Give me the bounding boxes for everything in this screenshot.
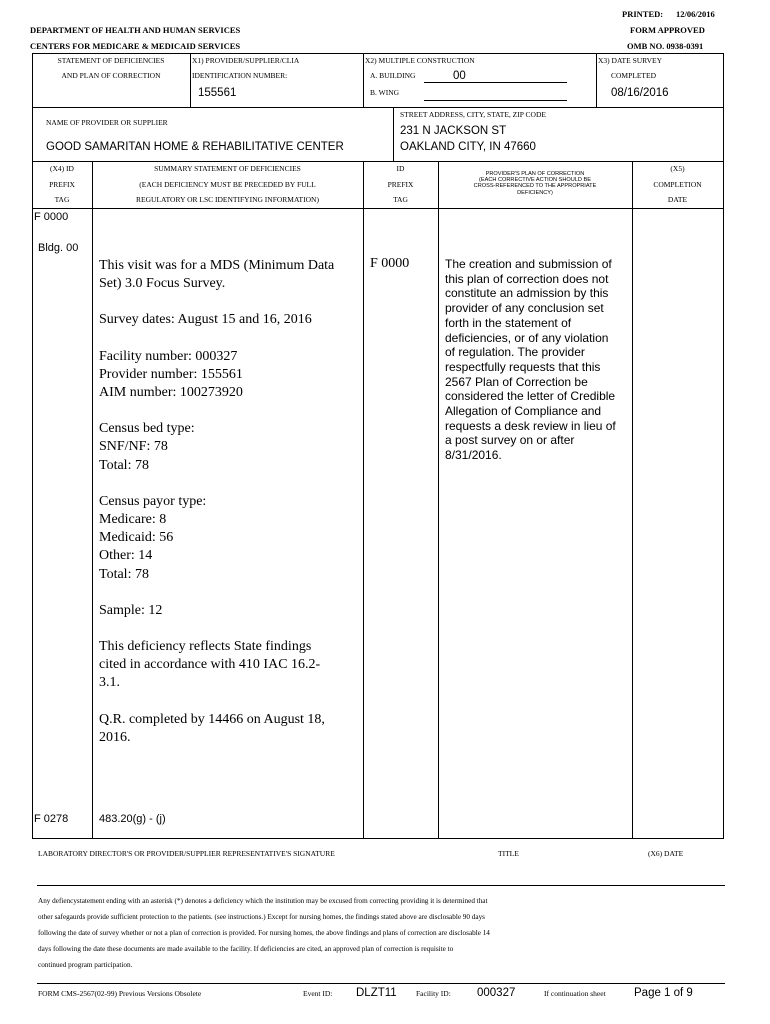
- omb-number: OMB NO. 0938-0391: [627, 41, 704, 51]
- id-label: ID: [396, 164, 405, 173]
- x4-tag-label: TAG: [54, 195, 70, 204]
- summary-header-3: REGULATORY OR LSC IDENTIFYING INFORMATION): [136, 195, 319, 204]
- survey-type: This visit was for a MDS (Minimum Data Set) 3.0 Focus Survey.: [99, 258, 335, 292]
- address-label: STREET ADDRESS, CITY, STATE, ZIP CODE: [400, 110, 546, 119]
- aim-number: AIM number: 100273920: [99, 385, 243, 401]
- building-value: 00: [453, 70, 466, 82]
- provider-name-label: NAME OF PROVIDER OR SUPPLIER: [46, 118, 168, 127]
- x6-date-label: (X6) DATE: [648, 849, 684, 858]
- event-id-label: Event ID:: [303, 989, 333, 998]
- survey-date: 08/16/2016: [611, 87, 669, 99]
- medicaid: Medicaid: 56: [99, 530, 174, 546]
- summary-header-2: (EACH DEFICIENCY MUST BE PRECEDED BY FULL: [139, 180, 316, 189]
- notice-line-5: continued program participation.: [38, 961, 133, 969]
- agency-line2: CENTERS FOR MEDICARE & MEDICAID SERVICES: [30, 41, 241, 51]
- right-tag: F 0000: [370, 256, 410, 271]
- plan-of-correction-text: The creation and submission of this plan of correction does not constitute an admission by this provider of any conclusion set forth in the statement of deficiencies, or of any violation of regulation. The provider respectfully requests that this 2567 Plan of Correction be considered the letter of Credible Allegation of Compliance and requests a desk review in lieu of a post survey on or after 8/31/2016.: [445, 257, 616, 463]
- survey-dates: Survey dates: August 15 and 16, 2016: [99, 312, 312, 328]
- date-survey-label: X3) DATE SURVEY: [598, 56, 662, 65]
- completion-label: COMPLETION: [653, 180, 702, 189]
- plan-label: AND PLAN OF CORRECTION: [61, 71, 161, 80]
- provider-number: Provider number: 155561: [99, 366, 243, 382]
- completed-label: COMPLETED: [611, 71, 656, 80]
- bed-total: Total: 78: [99, 457, 149, 473]
- poc-header-2: (EACH CORRECTIVE ACTION SHOULD BE: [479, 177, 591, 184]
- poc-header: [438, 171, 632, 196]
- identification-label: IDENTIFICATION NUMBER:: [192, 71, 288, 80]
- qr-completed: Q.R. completed by 14466 on August 18, 2016.: [99, 711, 325, 745]
- other: Other: 14: [99, 548, 153, 564]
- state-findings: This deficiency reflects State findings cited in accordance with 410 IAC 16.2-3.1.: [99, 639, 321, 691]
- notice-line-4: days following the date these documents are made available to the facility. If deficiencies are cited, an approved plan of correction is requisite to: [38, 945, 454, 953]
- facility-id-label: Facility ID:: [416, 989, 451, 998]
- agency-line1: DEPARTMENT OF HEALTH AND HUMAN SERVICES: [30, 25, 241, 35]
- form-number: FORM CMS-2567(02-99) Previous Versions Obsolete: [38, 989, 202, 998]
- continuation-label: If continuation sheet: [544, 989, 606, 998]
- building-tag: Bldg. 00: [38, 242, 79, 254]
- poc-header-4: DEFICIENCY): [517, 189, 553, 196]
- statement-label: STATEMENT OF DEFICIENCIES: [57, 56, 165, 65]
- clia-label: X1) PROVIDER/SUPPLIER/CLIA: [192, 56, 300, 65]
- x4-prefix-label: PREFIX: [49, 180, 75, 189]
- address-line1: 231 N JACKSON ST: [400, 125, 507, 137]
- x5-label: (X5): [670, 164, 685, 173]
- building-label: A. BUILDING: [370, 71, 416, 80]
- page-number: Page 1 of 9: [634, 987, 693, 999]
- notice-line-2: other safegaurds provide sufficient protection to the patients. (see instructions.) Except for nursing homes, the findings stated above are disclosable 90 days: [38, 913, 485, 921]
- printed-date: 12/06/2016: [676, 9, 715, 19]
- x4-id-label: (X4) ID: [50, 164, 74, 173]
- medicare: Medicare: 8: [99, 512, 167, 528]
- summary-header-1: SUMMARY STATEMENT OF DEFICIENCIES: [154, 164, 301, 173]
- facility-id-value: 000327: [477, 987, 516, 999]
- date-label: DATE: [667, 195, 688, 204]
- deficiency-tag-2: F 0278: [34, 813, 69, 825]
- summary-statement: [99, 257, 349, 747]
- notice-line-1: Any defiencystatement ending with an asterisk (*) denotes a deficiency which the institution may be excused from correcting providing it is determined that: [38, 897, 488, 905]
- facility-number: Facility number: 000327: [99, 348, 238, 364]
- title-label: TITLE: [498, 849, 519, 858]
- census-bed-type: Census bed type:: [99, 421, 195, 437]
- poc-header-3: CROSS-REFERENCED TO THE APPROPRIATE: [473, 183, 597, 190]
- event-id-value: DLZT11: [356, 987, 397, 999]
- disclosure-notice: [38, 893, 490, 973]
- sample: Sample: 12: [99, 602, 163, 618]
- poc-header-1: PROVIDER'S PLAN OF CORRECTION: [485, 171, 585, 177]
- snf-nf: SNF/NF: 78: [99, 439, 168, 455]
- notice-line-3: following the date of survey whether or not a plan of correction is provided. For nursing homes, the above findings and plans of correction are disclosable 14: [38, 929, 490, 937]
- wing-label: B. WING: [370, 88, 400, 97]
- address-line2: OAKLAND CITY, IN 47660: [400, 141, 536, 153]
- regulation-reference: 483.20(g) - (j): [99, 813, 166, 825]
- signature-label: LABORATORY DIRECTOR'S OR PROVIDER/SUPPLIER REPRESENTATIVE'S SIGNATURE: [38, 849, 335, 858]
- provider-name: GOOD SAMARITAN HOME & REHABILITATIVE CENTER: [46, 141, 344, 153]
- printed-label: PRINTED:: [622, 9, 664, 19]
- provider-id: 155561: [198, 87, 237, 99]
- form-approved: FORM APPROVED: [630, 25, 705, 35]
- payor-total: Total: 78: [99, 566, 149, 582]
- multiple-construction-label: X2) MULTIPLE CONSTRUCTION: [365, 56, 475, 65]
- id-tag-label: TAG: [393, 195, 408, 204]
- census-payor-type: Census payor type:: [99, 493, 207, 509]
- id-prefix-label: PREFIX: [387, 180, 414, 189]
- deficiency-tag-1: F 0000: [34, 211, 69, 223]
